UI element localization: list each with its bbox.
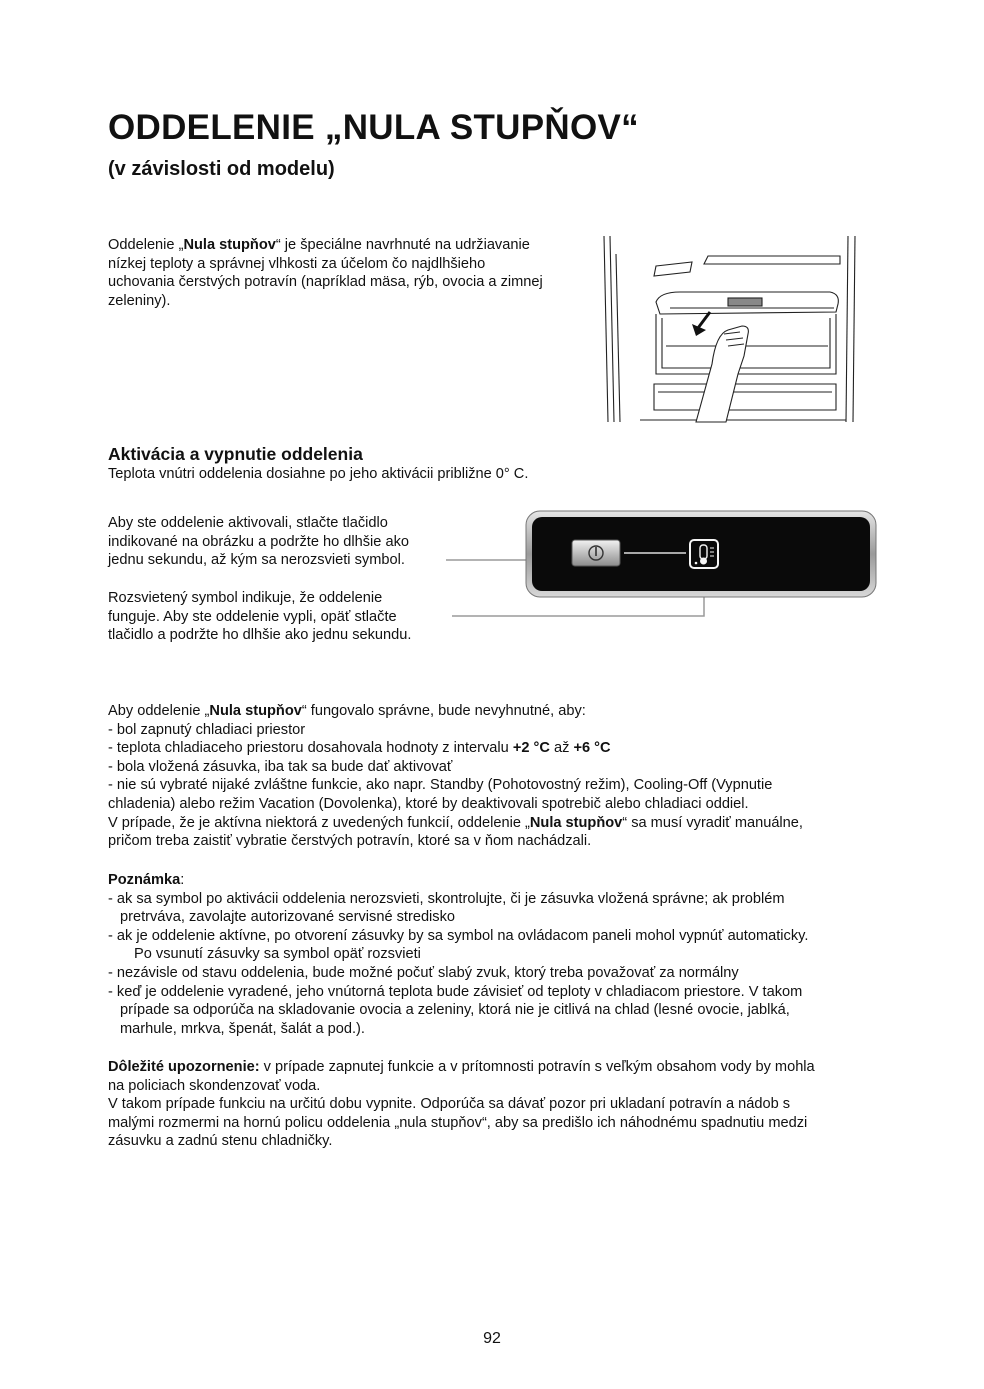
temperature-note: Teplota vnútri oddelenia dosiahne po jeho aktivácii približne 0° C. bbox=[108, 466, 529, 482]
activation-heading: Aktivácia a vypnutie oddelenia bbox=[108, 444, 363, 464]
requirements-section: Aby oddelenie „Nula stupňov“ fungovalo správne, bude nevyhnutné, aby: - bol zapnutý chladiaci priestor - teplota chladiaceho priestoru dosahovala hodnoty z intervalu +2 °C až +6 °C - bola vložená zásuvka, iba tak sa bude dať aktivovať - nie sú vybraté nijaké zvláštne funkcie, ako napr. Standby (Pohotovostný režim), Cooling-Off (Vypnutie chladenia) alebo režim Vacation (Dovolenka), ktoré by deaktivovali spotrebič alebo chladiaci oddiel. V prípade, že je aktívna niektorá z uvedených funkcií, oddelenie „Nula stupňov“ sa musí vyradiť manuálne, pričom treba zaistiť vybratie čerstvých potravín, ktoré sa v ňom nachádzali. bbox=[108, 702, 888, 851]
page-title: ODDELENIE „NULA STUPŇOV“ bbox=[108, 108, 639, 147]
intro-bold-term: Nula stupňov bbox=[183, 237, 276, 253]
warning-label: Dôležité upozornenie: bbox=[108, 1059, 260, 1075]
control-panel-illustration bbox=[440, 508, 880, 622]
deactivation-instructions: Rozsvietený symbol indikuje, že oddelenie funguje. Aby ste oddelenie vypli, opäť stlačte tlačidlo a podržte ho dlhšie ako jednu sekundu. bbox=[108, 590, 412, 644]
page-number: 92 bbox=[483, 1330, 501, 1347]
warning-section: Dôležité upozornenie: v prípade zapnutej funkcie a v prítomnosti potravín s veľkým obsahom vody by mohla na policiach skondenzovať voda. V takom prípade funkciu na určitú dobu vypnite. Odporúča sa dávať pozor pri ukladaní potravín a nádob s malými rozmermi na hornú policu oddelenia „nula stupňov“, aby sa predišlo ich náhodnému spadnutiu medzi zásuvku a zadnú stenu chladničky. bbox=[108, 1059, 815, 1150]
zero-degree-symbol-icon bbox=[690, 540, 718, 568]
list-item: - nie sú vybraté nijaké zvláštne funkcie, ako napr. Standby (Pohotovostný režim), Cooling-Off (Vypnutie bbox=[108, 777, 773, 794]
list-item: - ak je oddelenie aktívne, po otvorení zásuvky by sa symbol na ovládacom paneli mohol vypnúť automaticky. bbox=[108, 927, 809, 944]
page-subtitle: (v závislosti od modelu) bbox=[108, 158, 335, 180]
drawer-illustration bbox=[600, 234, 862, 424]
list-item: - bol zapnutý chladiaci priestor bbox=[108, 721, 306, 738]
list-item: - ak sa symbol po aktivácii oddelenia nerozsvieti, skontrolujte, či je zásuvka vložená správne; ak problém bbox=[108, 890, 785, 907]
note-label: Poznámka bbox=[108, 872, 181, 888]
list-item: - teplota chladiaceho priestoru dosahovala hodnoty z intervalu +2 °C až +6 °C bbox=[108, 740, 611, 757]
list-item: - nezávisle od stavu oddelenia, bude možné počuť slabý zvuk, ktorý treba považovať za normálny bbox=[108, 964, 739, 981]
activation-instructions: Aby ste oddelenie aktivovali, stlačte tlačidlo indikované na obrázku a podržte ho dlhšie ako jednu sekundu, až kým sa nerozsvieti symbol. bbox=[108, 515, 409, 569]
intro-paragraph: Oddelenie „Nula stupňov“ je špeciálne navrhnuté na udržiavanie nízkej teploty a správnej vlhkosti za účelom čo najdlhšieho uchovania čerstvých potravín (napríklad mäsa, rýb, ovocia a zimnej zeleniny). bbox=[108, 237, 543, 309]
list-item: - bola vložená zásuvka, iba tak sa bude dať aktivovať bbox=[108, 758, 453, 775]
note-section: Poznámka: - ak sa symbol po aktivácii oddelenia nerozsvieti, skontrolujte, či je zásuvka vložená správne; ak problém pretrváva, zavolajte autorizované servisné stredisko - ak je oddelenie aktívne, po otvorení zásuvky by sa symbol na ovládacom paneli mohol vypnúť automaticky. Po vsunutí zásuvky sa symbol opäť rozsvieti - nezávisle od stavu oddelenia, bude možné počuť slabý zvuk, ktorý treba považovať za normálny - keď je oddelenie vyradené, jeho vnútorná teplota bude závisieť od teploty v chladiacom priestore. V takom prípade sa odporúča na skladovanie ovocia a zeleniny, ktorá nie je citlivá na chlad (lesné ovocie, jablká, marhule, mrkva, špenát, šalát a pod.). bbox=[108, 871, 898, 1038]
power-button[interactable] bbox=[572, 540, 620, 566]
list-item: - keď je oddelenie vyradené, jeho vnútorná teplota bude závisieť od teploty v chladiacom priestore. V takom bbox=[108, 983, 803, 1000]
